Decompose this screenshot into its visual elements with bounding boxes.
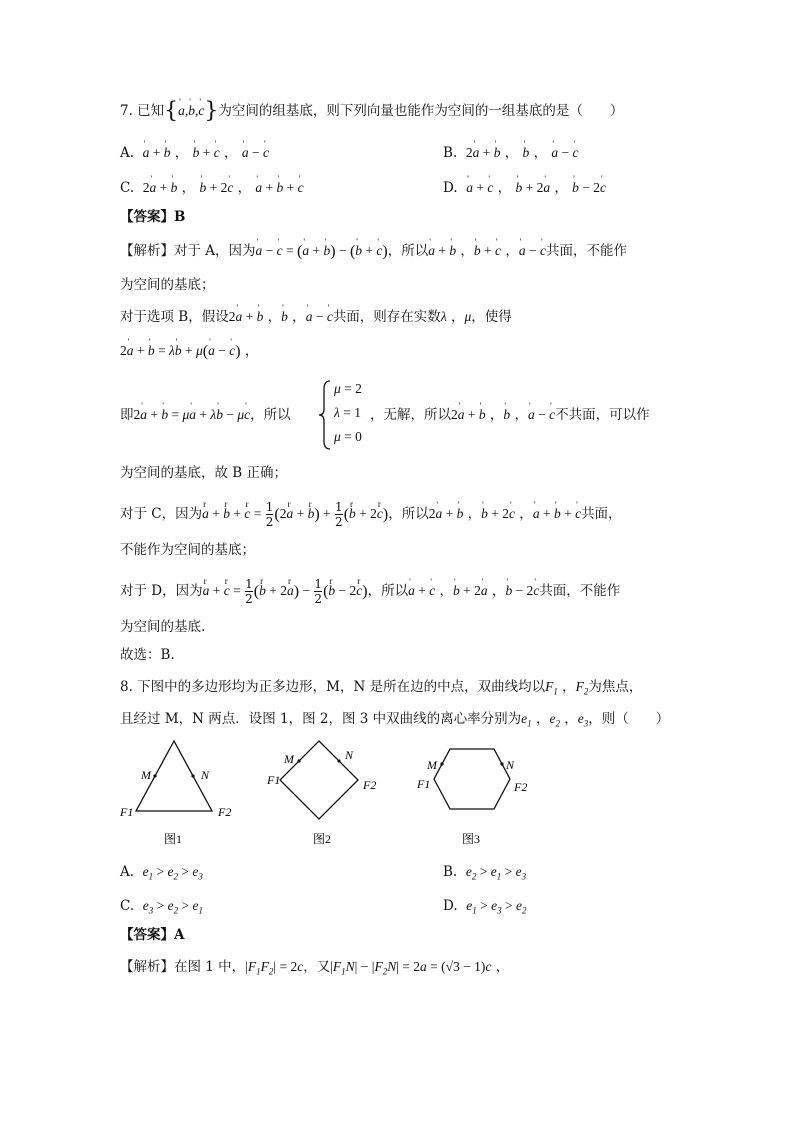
- q7-analysis-line-8: 不能作为空间的基底；: [120, 542, 255, 558]
- svg-text:N: N: [345, 748, 354, 762]
- figure-1-caption: 图1: [164, 832, 183, 846]
- q7-answer: 【答案】B: [120, 209, 186, 225]
- svg-text:M: M: [141, 768, 151, 782]
- svg-text:M: M: [427, 758, 437, 772]
- q7-analysis-line-1: 【解析】对于 A，因为' a − ' c = (' a + ' b) − (' b + ' c)，所以' a + ' b ，' b + ' c ，' a − ' c共面，不能作: [120, 241, 627, 262]
- q7-analysis-line-5: 即2' a + ' b = μ' a + λ' b − μ' c，所以: [120, 405, 291, 425]
- q7-option-a: A. ' a + ' b ， ' b + ' c ， ' a − ' c: [120, 143, 269, 163]
- q7-option-c: C. 2' a + ' b ， ' b + 2' c ， ' a + ' b + ' c: [120, 178, 304, 198]
- q7-stem-prefix: 7. 已知: [120, 103, 165, 119]
- q8-option-c: C. $e_3 > e_2 > e_1$: [120, 898, 203, 916]
- q7-analysis-line-3: 对于选项 B，假设2' a + ' b ，' b ，' a − ' c共面，则存在实数λ ，μ，使得: [120, 307, 512, 327]
- figure-2-square: [265, 735, 390, 850]
- svg-text:F2: F2: [363, 778, 377, 792]
- q7-analysis-line-9: 对于 D，因为r a + r c = $\frac{1}{2}$ (r b + 2r a) − $\frac{1}{2}$ (r b − 2r c)，所以' a + ' c ，' b + 2' a ，' b − 2' c共面，不能作: [120, 577, 620, 606]
- figure-3-caption: 图3: [462, 832, 481, 846]
- svg-text:N: N: [506, 758, 515, 772]
- svg-text:M: M: [284, 752, 294, 766]
- svg-text:F1: F1: [417, 777, 431, 791]
- q7-analysis-line-10: 为空间的基底.: [120, 619, 206, 635]
- svg-text:N: N: [201, 768, 210, 782]
- q7-stem-suffix: 为空间的组基底，则下列向量也能作为空间的一组基底的是（ ）: [218, 103, 624, 119]
- q8-stem-line-2: 且经过 M，N 两点．设图 1，图 2，图 3 中双曲线的离心率分别为$e_1$ ，$e_2$ ，$e_3$，则（ ）: [120, 711, 670, 729]
- q8-answer: 【答案】A: [120, 927, 185, 943]
- equation-row-3: μ = 0: [334, 429, 362, 444]
- figure-2-caption: 图2: [313, 832, 332, 846]
- figure-3-hexagon: [414, 735, 544, 850]
- q8-option-a: A. $e_1 > e_2 > e_3$: [120, 864, 203, 882]
- q8-stem-line-1: 8. 下图中的多边形均为正多边形，M，N 是所在边的中点，双曲线均以$F_1$ ，$F_2$为焦点，: [120, 679, 643, 697]
- q8-option-d: D. $e_1 > e_3 > e_2$: [443, 898, 527, 916]
- q7-analysis-line-11: 故选：B.: [120, 647, 175, 663]
- hexagon-shape: [434, 749, 510, 809]
- svg-text:F1: F1: [120, 805, 134, 819]
- q7-option-d: D. ' a + ' c ， ' b + 2' a ， ' b − 2' c: [443, 178, 606, 198]
- q7-option-b: B. 2' a + ' b ， ' b ， ' a − ' c: [443, 143, 579, 163]
- svg-text:F1: F1: [267, 773, 281, 787]
- equation-row-2: λ = 1: [334, 405, 361, 420]
- q7-stem: 7. 已知{' a,' b,' c}为空间的组基底，则下列向量也能作为空间的一组基底的是（ ）: [120, 101, 623, 122]
- q7-analysis-line-5-tail: ，无解，所以2' a + ' b ，' b ，' a − ' c不共面，可以作: [370, 405, 650, 425]
- q7-analysis-line-4: 2' a + ' b = λ' b + μ(' a − ' c) ，: [120, 341, 258, 362]
- q8-option-b: B. $e_2 > e_1 > e_3$: [443, 864, 527, 882]
- svg-text:F2: F2: [218, 805, 232, 819]
- equation-system-brace: [316, 379, 336, 451]
- q7-analysis-line-7: 对于 C，因为r a + r b + r c = $\frac{1}{2}$ (2r a + r b) + $\frac{1}{2}$ (r b + 2r c)，所以2' a + ' b ，' b + 2' c ，' a + ' b + ' c共面，: [120, 500, 622, 529]
- figure-1-triangle: [112, 735, 242, 850]
- q7-analysis-line-6: 为空间的基底，故 B 正确；: [120, 465, 288, 481]
- svg-text:F2: F2: [514, 780, 528, 794]
- q8-analysis-line-1: 【解析】在图 1 中，$|F_1F_2| = 2c$，又$|F_1N| - |F_2N| = 2a = (√3 - 1)c$ ，: [120, 959, 510, 977]
- q7-analysis-line-2: 为空间的基底；: [120, 277, 215, 293]
- equation-row-1: μ = 2: [334, 381, 362, 396]
